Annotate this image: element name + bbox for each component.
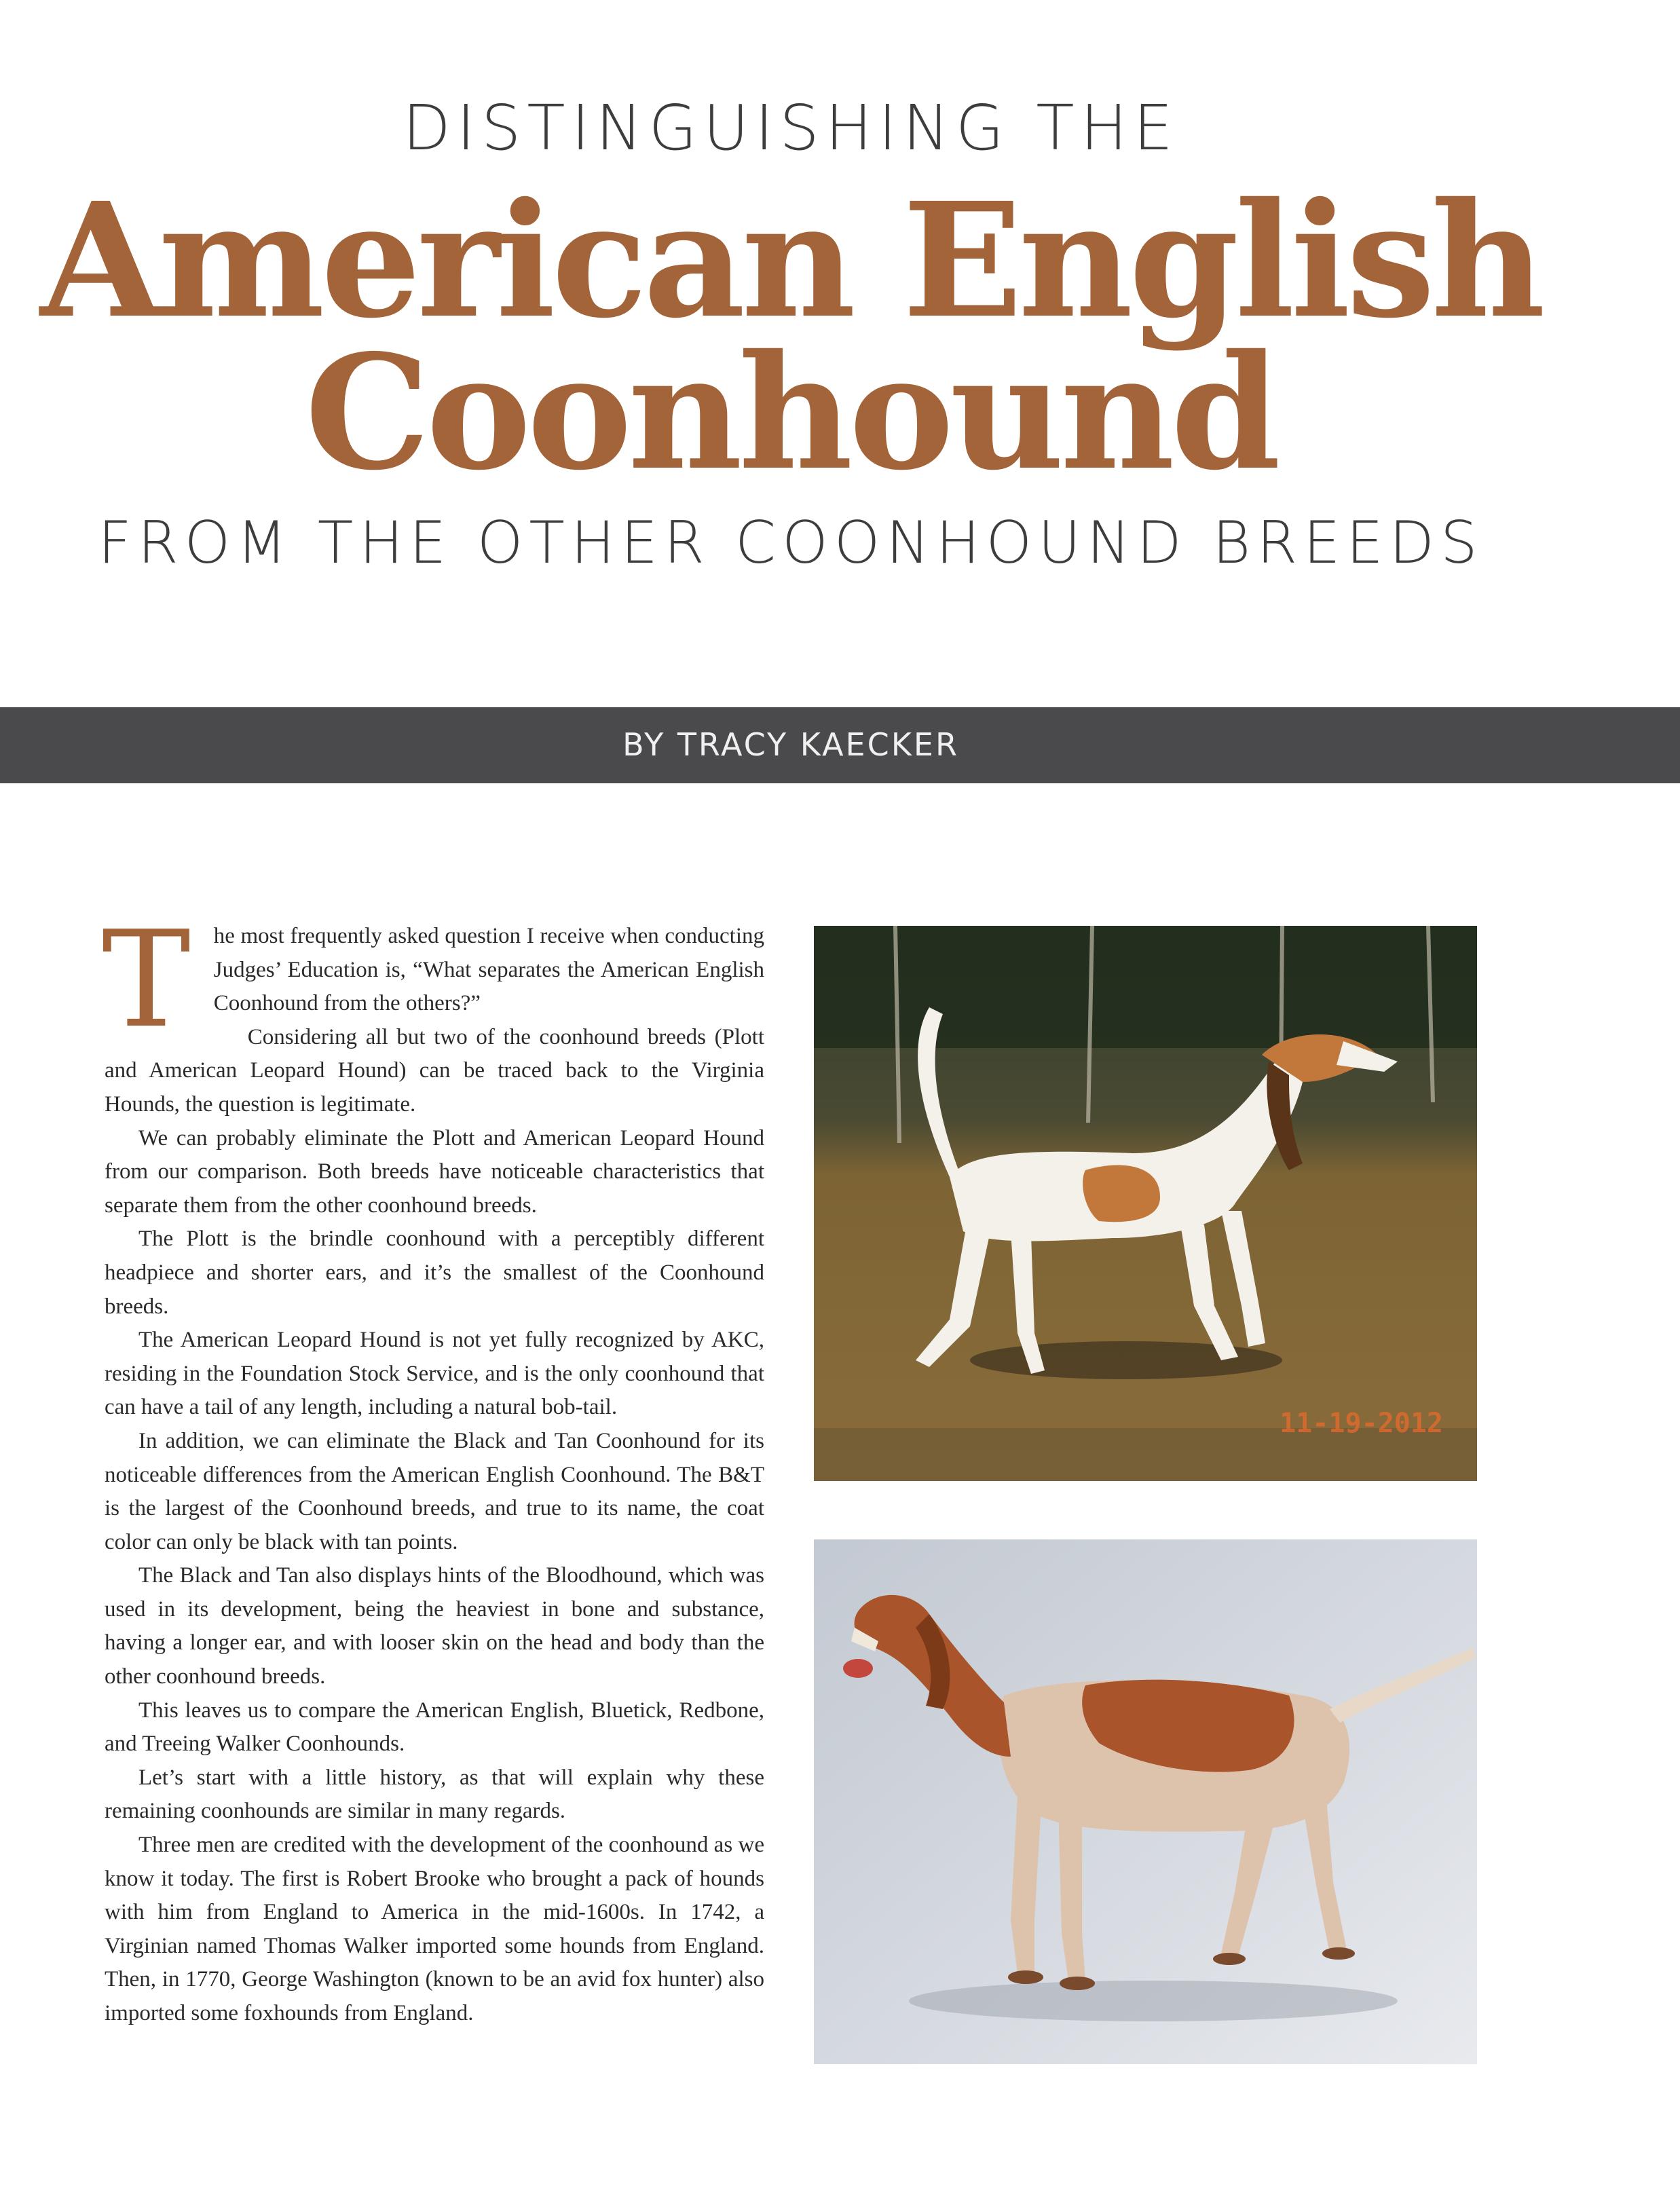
article-paragraph: This leaves us to compare the American English, Bluetick, Redbone, and Treeing Walker Coonhounds. [105, 1698, 764, 1757]
photo-date-stamp: 11-19-2012 [1280, 1408, 1443, 1439]
subtitle: FROM THE OTHER COONHOUND BREEDS [98, 509, 1484, 577]
byline: BY TRACY KAECKER [622, 726, 959, 763]
photo-hound-studio [814, 1539, 1477, 2064]
byline-bar [0, 707, 1680, 783]
pretitle: DISTINGUISHING THE [403, 92, 1179, 164]
article-paragraph: The Black and Tan also displays hints of the Bloodhound, which was used in its development, being the heaviest in bone and substance, having a longer ear, and with looser skin on the head and body than the other coonhound breeds. [105, 1563, 764, 1689]
article-body [102, 903, 764, 2031]
article-paragraph: The American Leopard Hound is not yet fully recognized by AKC, residing in the Foundation Stock Service, and is the only coonhound that can have a tail of any length, including a natural bob-tail. [105, 1328, 764, 1420]
article-paragraph: Let’s start with a little history, as that will explain why these remaining coonhounds are similar in many regards. [105, 1765, 764, 1824]
drop-cap: T [102, 903, 191, 1058]
article-paragraph: Three men are credited with the development of the coonhound as we know it today. The first is Robert Brooke who brought a pack of hounds with him from England to America in the mid-1600s. In 1742, a Virginian named Thomas Walker imported some hounds from England. Then, in 1770, George Washington (known to be an avid fox hunter) also imported some foxhounds from England. [105, 1833, 764, 2025]
photo-hound-outdoors [814, 926, 1477, 1481]
article-paragraph: Considering all but two of the coonhound breeds (Plott and American Leopard Hound) can be traced back to the Virginia Hounds, the question is legitimate. [105, 1024, 764, 1117]
article-paragraph: T he most frequently asked question I receive when conducting Judges’ Education is, “What separates the American English Coonhound from the others?” [102, 903, 764, 1058]
article-paragraph: We can probably eliminate the Plott and American Leopard Hound from our comparison. Both breeds have noticeable characteristics that separate them from the other coonhound breeds. [105, 1125, 764, 1218]
title-line-2: Coonhound [305, 320, 1277, 505]
title-line-1: American English [40, 168, 1542, 353]
article-paragraph: The Plott is the brindle coonhound with a perceptibly different headpiece and shorter ears, and it’s the smallest of the Coonhound breeds. [105, 1227, 764, 1319]
article-paragraph: In addition, we can eliminate the Black and Tan Coonhound for its noticeable differences from the American English Coonhound. The B&T is the largest of the Coonhound breeds, and true to its name, the coat color can only be black with tan points. [105, 1428, 764, 1554]
